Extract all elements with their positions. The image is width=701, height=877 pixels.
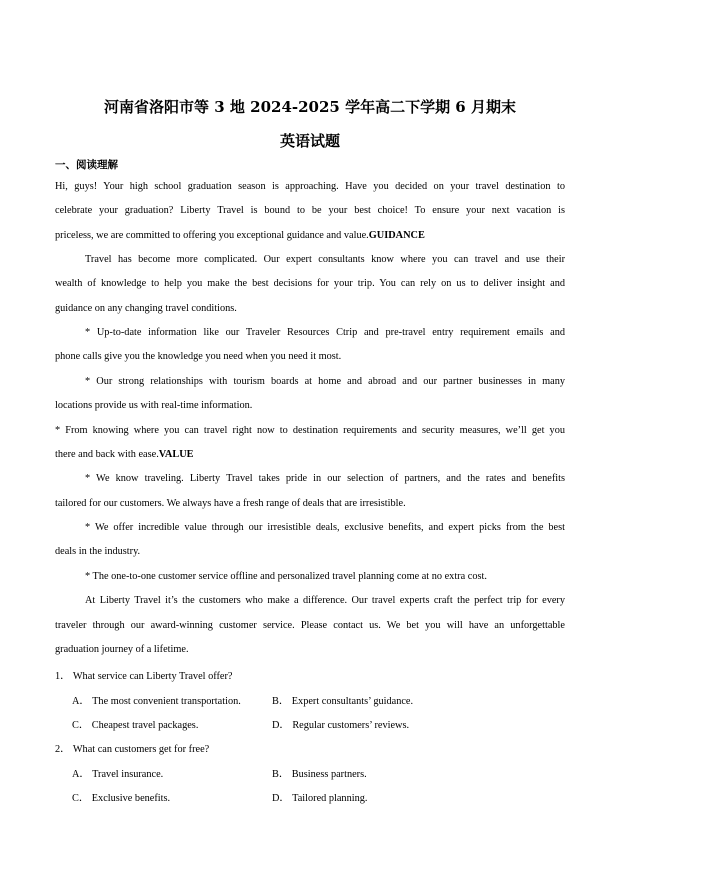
question-number: 1． [55, 671, 71, 682]
passage-line: Travel has become more complicated. Our expert consultants know where you can travel and use their [85, 254, 565, 265]
passage-line: * We offer incredible value through our irresistible deals, exclusive benefits, and expert picks from the best [85, 522, 565, 533]
question-2-option-a[interactable] [72, 765, 163, 780]
passage-line: tailored for our customers. We always have a fresh range of deals that are irresistible. [55, 498, 406, 509]
option-label: D． [272, 720, 290, 731]
document-subtitle: 英语试题 [279, 132, 340, 150]
section-heading: 一、阅读理解 [55, 159, 118, 171]
passage-text: there and back with ease. [55, 449, 159, 460]
option-label: C． [72, 720, 90, 731]
passage-line: * We know traveling. Liberty Travel takes pride in our selection of partners, and the rates and benefits [85, 473, 565, 484]
option-label: A． [72, 696, 90, 707]
option-label: C． [72, 793, 90, 804]
option-text: Travel insurance. [92, 769, 164, 780]
passage-line: phone calls give you the knowledge you need when you need it most. [55, 351, 342, 362]
passage-line: * Up-to-date information like our Traveler Resources Ctrip and pre-travel entry requirement emails and [85, 327, 565, 338]
option-label: B． [272, 696, 290, 707]
question-2 [55, 740, 209, 755]
option-text: Tailored planning. [292, 793, 368, 804]
question-text: What service can Liberty Travel offer? [72, 671, 233, 682]
passage-line: * Our strong relationships with tourism boards at home and abroad and our partner businesses in many [85, 376, 565, 387]
passage-line: wealth of knowledge to help you make the best decisions for your trip. You can rely on us to deliver insight and [55, 278, 565, 289]
option-text: The most convenient transportation. [92, 696, 241, 707]
passage-line [55, 229, 565, 243]
question-2-option-b[interactable] [272, 765, 367, 780]
option-text: Exclusive benefits. [91, 793, 171, 804]
option-label: A． [72, 769, 90, 780]
heading-value: VALUE [158, 449, 194, 460]
question-2-option-d[interactable] [272, 789, 367, 804]
question-1 [55, 667, 232, 682]
document-title: 河南省洛阳市等 3 地 2024-2025 学年高二下学期 6 月期末 [104, 98, 516, 116]
option-label: D． [272, 793, 290, 804]
passage-line: celebrate your graduation? Liberty Travel is bound to be your best choice! To ensure your next vacation is [55, 205, 565, 216]
option-text: Business partners. [291, 769, 367, 780]
option-label: B． [272, 769, 290, 780]
question-text: What can customers get for free? [72, 744, 210, 755]
passage-text: priceless, we are committed to offering you exceptional guidance and value. [55, 230, 369, 241]
question-1-option-a[interactable] [72, 692, 241, 707]
passage-line: * From knowing where you can travel right now to destination requirements and security measures, we’ll get you [55, 425, 565, 436]
passage-line: locations provide us with real-time information. [55, 400, 253, 411]
question-number: 2． [55, 744, 71, 755]
question-2-option-c[interactable] [72, 789, 170, 804]
option-text: Regular customers’ reviews. [292, 720, 410, 731]
question-1-option-d[interactable] [272, 716, 409, 731]
passage-line: Hi, guys! Your high school graduation season is approaching. Have you decided on your travel destination to [55, 181, 565, 192]
passage-line: deals in the industry. [55, 546, 141, 557]
passage-line: traveler through our award-winning customer service. Please contact us. We bet you will have an unforgettable [55, 620, 565, 631]
passage-line: guidance on any changing travel conditions. [55, 303, 237, 314]
passage-line: graduation journey of a lifetime. [55, 644, 189, 655]
option-text: Cheapest travel packages. [91, 720, 199, 731]
passage-line: At Liberty Travel it’s the customers who make a difference. Our travel experts craft the perfect trip for every [85, 595, 565, 606]
option-text: Expert consultants’ guidance. [291, 696, 414, 707]
passage-line: * The one-to-one customer service offline and personalized travel planning come at no extra cost. [85, 571, 487, 582]
question-1-option-c[interactable] [72, 716, 198, 731]
heading-guidance: GUIDANCE [368, 230, 425, 241]
passage-line [55, 448, 565, 462]
question-1-option-b[interactable] [272, 692, 413, 707]
